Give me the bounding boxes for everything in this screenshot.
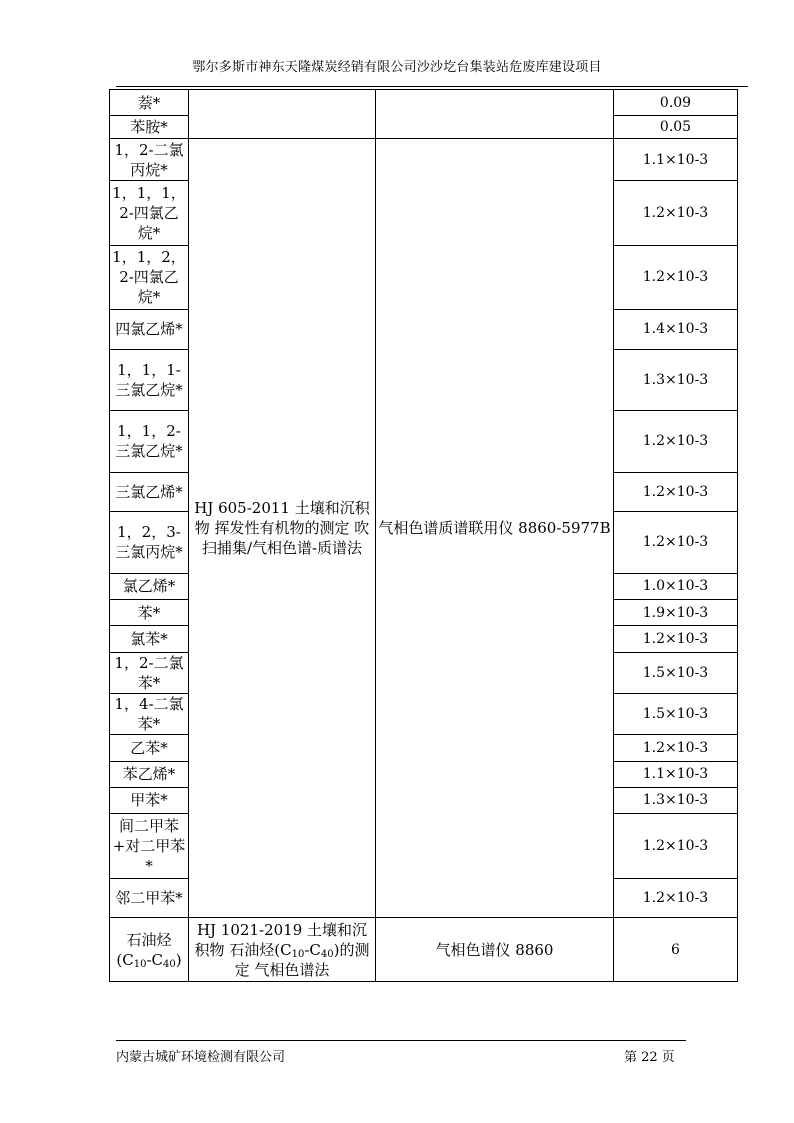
header-rule bbox=[116, 86, 748, 87]
substance-cell: 1，1，1-三氯乙烷* bbox=[110, 349, 189, 411]
instrument-cell: 气相色谱仪 8860 bbox=[376, 918, 614, 982]
margin-gap-cell bbox=[738, 787, 752, 813]
margin-gap-cell bbox=[738, 814, 752, 879]
limit-cell: 6 bbox=[614, 918, 738, 982]
limit-cell: 1.9×10-3 bbox=[614, 600, 738, 626]
substance-paren-close: ) bbox=[175, 950, 182, 969]
substance-cell: 苯乙烯* bbox=[110, 761, 189, 787]
method-text-b: -C bbox=[304, 940, 321, 959]
limit-cell: 0.05 bbox=[614, 116, 738, 139]
limit-cell: 1.5×10-3 bbox=[614, 693, 738, 734]
limit-cell: 1.2×10-3 bbox=[614, 180, 738, 245]
footer-rule bbox=[116, 1040, 686, 1041]
limit-cell: 0.09 bbox=[614, 90, 738, 116]
table-body bbox=[110, 90, 752, 982]
footer-company: 内蒙古城矿环境检测有限公司 bbox=[116, 1050, 286, 1065]
limit-cell: 1.5×10-3 bbox=[614, 652, 738, 693]
table-row bbox=[110, 918, 752, 982]
limit-cell: 1.4×10-3 bbox=[614, 310, 738, 349]
substance-cell: 萘* bbox=[110, 90, 189, 116]
margin-gap-cell bbox=[738, 693, 752, 734]
substance-dash: -C bbox=[146, 950, 164, 969]
margin-gap-cell bbox=[738, 652, 752, 693]
substance-paren-open: (C bbox=[116, 950, 134, 969]
substance-cell: 苯* bbox=[110, 600, 189, 626]
method-sub-b: 40 bbox=[320, 948, 334, 960]
substance-sub-a: 10 bbox=[133, 958, 147, 970]
instrument-cell-empty bbox=[376, 90, 614, 139]
margin-gap-cell bbox=[738, 180, 752, 245]
limit-cell: 1.2×10-3 bbox=[614, 735, 738, 761]
limit-cell: 1.2×10-3 bbox=[614, 411, 738, 473]
substance-cell: 间二甲苯+对二甲苯* bbox=[110, 814, 189, 879]
margin-gap-cell bbox=[738, 918, 752, 982]
limit-cell: 1.1×10-3 bbox=[614, 139, 738, 180]
margin-gap-cell bbox=[738, 90, 752, 116]
method-text-c: )的测定 气相色谱法 bbox=[234, 940, 370, 979]
limit-cell: 1.2×10-3 bbox=[614, 878, 738, 917]
substance-cell: 氯苯* bbox=[110, 626, 189, 652]
substance-cell: 1，2-二氯苯* bbox=[110, 652, 189, 693]
limit-cell: 1.3×10-3 bbox=[614, 787, 738, 813]
detection-limit-table-wrap bbox=[109, 89, 751, 982]
substance-cell: 甲苯* bbox=[110, 787, 189, 813]
margin-gap-cell bbox=[738, 245, 752, 310]
substance-cell: 苯胺* bbox=[110, 116, 189, 139]
margin-gap-cell bbox=[738, 735, 752, 761]
method-sub-a: 10 bbox=[291, 948, 305, 960]
margin-gap-cell bbox=[738, 626, 752, 652]
substance-cell: 1，1，2，2-四氯乙烷* bbox=[110, 245, 189, 310]
margin-gap-cell bbox=[738, 411, 752, 473]
substance-cell: 1，2，3-三氯丙烷* bbox=[110, 512, 189, 574]
substance-cell: 氯乙烯* bbox=[110, 573, 189, 599]
substance-cell: 四氯乙烯* bbox=[110, 310, 189, 349]
method-cell-empty bbox=[189, 90, 376, 139]
substance-cell: 乙苯* bbox=[110, 735, 189, 761]
method-cell bbox=[189, 918, 376, 982]
margin-gap-cell bbox=[738, 472, 752, 511]
substance-cell: 1，2-二氯丙烷* bbox=[110, 139, 189, 180]
margin-gap-cell bbox=[738, 310, 752, 349]
substance-cell: 三氯乙烯* bbox=[110, 472, 189, 511]
margin-gap-cell bbox=[738, 878, 752, 917]
detection-limit-table bbox=[109, 89, 752, 982]
limit-cell: 1.1×10-3 bbox=[614, 761, 738, 787]
substance-cell: 1，1，1，2-四氯乙烷* bbox=[110, 180, 189, 245]
substance-cell: 邻二甲苯* bbox=[110, 878, 189, 917]
limit-cell: 1.2×10-3 bbox=[614, 814, 738, 879]
margin-gap-cell bbox=[738, 761, 752, 787]
limit-cell: 1.2×10-3 bbox=[614, 626, 738, 652]
substance-text: 石油烃 bbox=[126, 930, 172, 949]
limit-cell: 1.0×10-3 bbox=[614, 573, 738, 599]
margin-gap-cell bbox=[738, 573, 752, 599]
margin-gap-cell bbox=[738, 600, 752, 626]
method-text-a: HJ 1021-2019 土壤和沉积物 石油烃(C bbox=[194, 920, 368, 959]
limit-cell: 1.2×10-3 bbox=[614, 245, 738, 310]
margin-gap-cell bbox=[738, 139, 752, 180]
margin-gap-cell bbox=[738, 349, 752, 411]
method-cell: HJ 605-2011 土壤和沉积物 挥发性有机物的测定 吹扫捕集/气相色谱-质谱法 bbox=[189, 139, 376, 918]
substance-cell: 1，1，2-三氯乙烷* bbox=[110, 411, 189, 473]
substance-cell: 1，4-二氯苯* bbox=[110, 693, 189, 734]
substance-cell bbox=[110, 918, 189, 982]
limit-cell: 1.2×10-3 bbox=[614, 512, 738, 574]
limit-cell: 1.3×10-3 bbox=[614, 349, 738, 411]
footer-page-number: 第 22 页 bbox=[624, 1050, 675, 1065]
table-row bbox=[110, 139, 752, 180]
margin-gap-cell bbox=[738, 116, 752, 139]
limit-cell: 1.2×10-3 bbox=[614, 472, 738, 511]
page-header-title: 鄂尔多斯市神东天隆煤炭经销有限公司沙沙圪台集装站危废库建设项目 bbox=[192, 60, 602, 75]
table-row bbox=[110, 90, 752, 116]
instrument-cell: 气相色谱质谱联用仪 8860-5977B bbox=[376, 139, 614, 918]
margin-gap-cell bbox=[738, 512, 752, 574]
substance-sub-b: 40 bbox=[163, 958, 176, 970]
